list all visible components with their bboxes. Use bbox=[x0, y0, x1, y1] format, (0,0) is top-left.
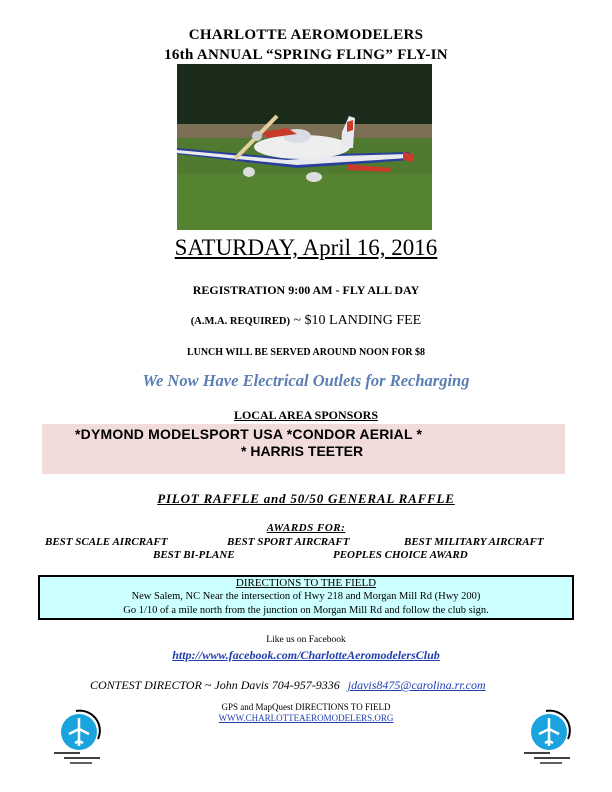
club-logo-right bbox=[520, 705, 580, 765]
directions-line-2: Go 1/10 of a mile north from the junction on Morgan Mill Rd and follow the club sign. bbox=[123, 605, 489, 616]
club-logo-left bbox=[50, 705, 110, 765]
facebook-label: Like us on Facebook bbox=[266, 635, 346, 645]
directions-line-1: New Salem, NC Near the intersection of Hwy 218 and Morgan Mill Rd (Hwy 200) bbox=[131, 591, 481, 602]
outlets-announcement: We Now Have Electrical Outlets for Recharging bbox=[142, 371, 470, 390]
sponsors-heading: LOCAL AREA SPONSORS bbox=[233, 408, 379, 422]
sponsors-line-2: * HARRIS TEETER bbox=[241, 443, 364, 459]
award-item: PEOPLES CHOICE AWARD bbox=[333, 549, 468, 561]
directions-heading: DIRECTIONS TO THE FIELD bbox=[235, 577, 377, 589]
ama-required: (A.M.A. REQUIRED) bbox=[190, 316, 290, 327]
lunch-info: LUNCH WILL BE SERVED AROUND NOON FOR $8 bbox=[186, 347, 426, 358]
club-title: CHARLOTTE AEROMODELERS bbox=[188, 27, 424, 43]
airplane-photo bbox=[177, 64, 432, 230]
ama-separator: ~ bbox=[289, 313, 305, 328]
website-link[interactable]: WWW.CHARLOTTEAEROMODELERS.ORG bbox=[218, 713, 394, 723]
airplane-icon bbox=[520, 705, 580, 765]
sponsors-line-1: *DYMOND MODELSPORT USA *CONDOR AERIAL * bbox=[75, 426, 423, 442]
contest-director-label: CONTEST DIRECTOR ~ John Davis 704-957-9336 bbox=[90, 678, 340, 692]
landing-fee-line bbox=[0, 313, 612, 329]
raffle-info: PILOT RAFFLE and 50/50 GENERAL RAFFLE bbox=[157, 491, 455, 506]
awards-heading: AWARDS FOR: bbox=[266, 522, 346, 534]
airplane-photo-image bbox=[177, 64, 432, 230]
email-link[interactable]: jdavis8475@carolina.rr.com bbox=[347, 678, 486, 692]
landing-fee: $10 LANDING FEE bbox=[304, 313, 422, 328]
registration-time: REGISTRATION 9:00 AM - FLY ALL DAY bbox=[192, 283, 420, 297]
award-item: BEST SCALE AIRCRAFT bbox=[45, 536, 168, 548]
award-item: BEST SPORT AIRCRAFT bbox=[227, 536, 350, 548]
contest-director bbox=[90, 678, 486, 693]
gps-label: GPS and MapQuest DIRECTIONS TO FIELD bbox=[221, 702, 391, 712]
event-date: SATURDAY, April 16, 2016 bbox=[174, 235, 438, 260]
award-item: BEST MILITARY AIRCRAFT bbox=[404, 536, 544, 548]
airplane-icon bbox=[50, 705, 110, 765]
award-item: BEST BI-PLANE bbox=[153, 549, 235, 561]
event-title: 16th ANNUAL “SPRING FLING” FLY-IN bbox=[164, 47, 448, 63]
facebook-link[interactable]: http://www.facebook.com/CharlotteAeromodelersClub bbox=[172, 648, 440, 662]
